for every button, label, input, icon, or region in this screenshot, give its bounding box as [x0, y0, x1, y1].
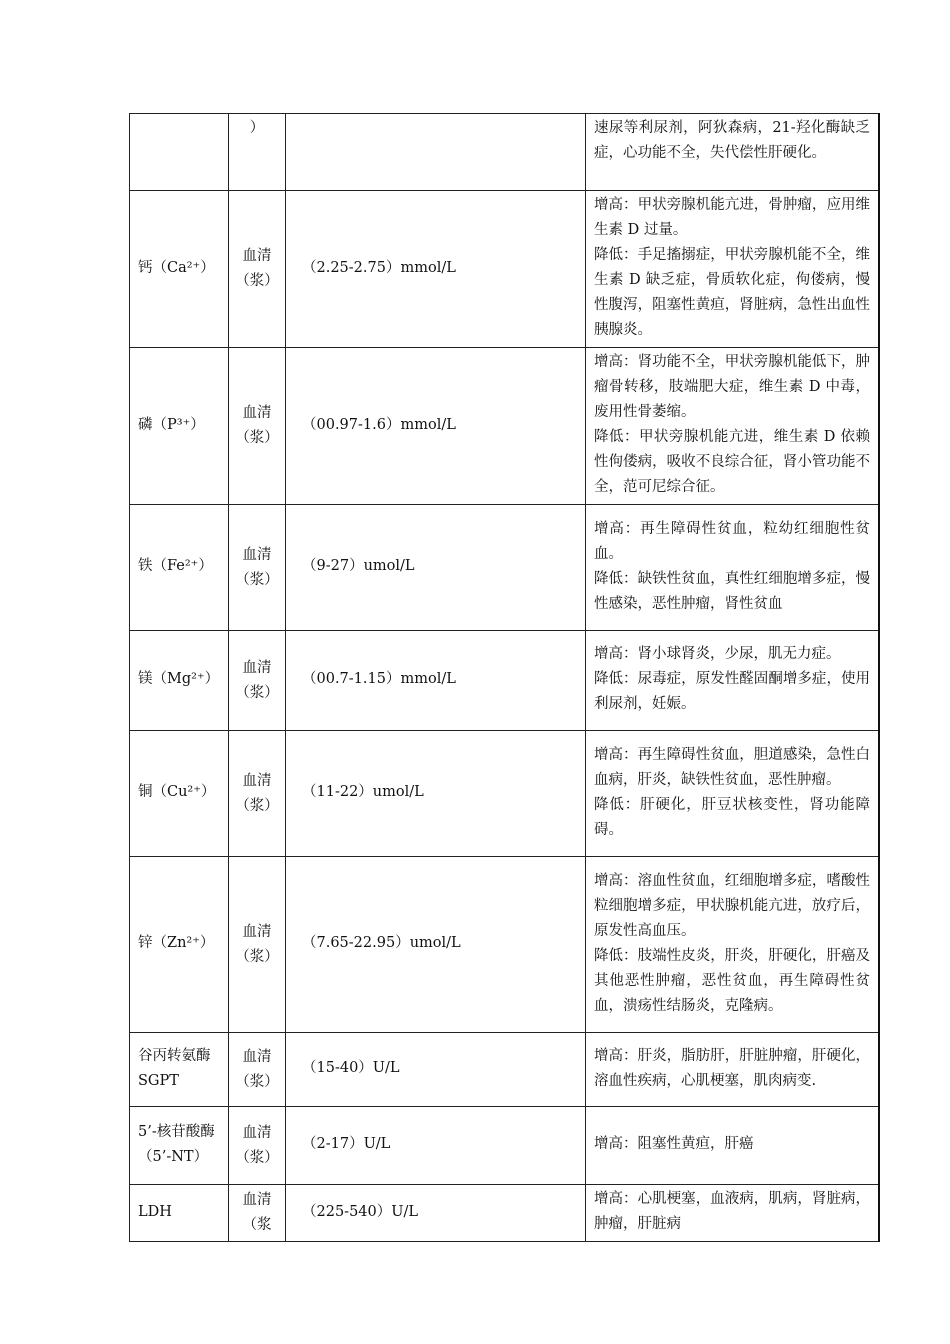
item-name-cell: 谷丙转氨酶 SGPT: [130, 1033, 229, 1107]
specimen-cell: 血清（浆）: [229, 731, 286, 857]
significance-increase-text: 增高：肾小球肾炎，少尿，肌无力症。: [594, 646, 841, 662]
significance-decrease-text: 降低：肝硬化，肝豆状核变性，肾功能障碍。: [594, 796, 870, 838]
significance-increase-text: 增高：溶血性贫血，红细胞增多症，嗜酸性粒细胞增多症，甲状腺机能亢进，放疗后，原发性高血压。: [594, 872, 870, 939]
item-name-cell: 钙（Ca²⁺）: [130, 191, 229, 348]
reference-range-cell: （11-22）umol/L: [286, 731, 586, 857]
table-row: [130, 114, 880, 191]
significance-increase-text: 增高：阻塞性黄疸，肝癌: [594, 1136, 754, 1152]
reference-range-cell: （9-27）umol/L: [286, 505, 586, 631]
specimen-cell: 血清（浆）: [229, 348, 286, 505]
clinical-significance-cell: [586, 1033, 880, 1107]
clinical-significance-cell: [586, 731, 880, 857]
specimen-cell: 血清（浆）: [229, 1107, 286, 1185]
clinical-significance-cell: [586, 348, 880, 505]
table-row: [130, 1107, 880, 1185]
reference-range-cell: （2.25-2.75）mmol/L: [286, 191, 586, 348]
table-row: [130, 191, 880, 348]
reference-range-cell: （2-17）U/L: [286, 1107, 586, 1185]
significance-increase-text: 增高：再生障碍性贫血，胆道感染，急性白血病，肝炎，缺铁性贫血，恶性肿瘤。: [594, 746, 870, 788]
reference-range-cell: （225-540）U/L: [286, 1185, 586, 1242]
specimen-cell: 血清（浆）: [229, 631, 286, 731]
significance-decrease-text: 降低：甲状旁腺机能亢进，维生素 D 依赖性佝偻病，吸收不良综合征，肾小管功能不全，范可尼综合征。: [594, 429, 870, 495]
significance-decrease-text: 降低：尿毒症，原发性醛固酮增多症，使用利尿剂，妊娠。: [594, 671, 870, 712]
table-row: [130, 348, 880, 505]
significance-increase-text: 增高：再生障碍性贫血，粒幼红细胞性贫血。: [594, 520, 870, 562]
clinical-significance-cell: [586, 114, 880, 191]
significance-text: 速尿等利尿剂，阿狄森病，21-羟化酶缺乏症，心功能不全，失代偿性肝硬化。: [594, 120, 870, 161]
significance-decrease-text: 降低：手足搐搦症，甲状旁腺机能不全，维生素 D 缺乏症，骨质软化症，佝偻病，慢性腹泻，阻塞性黄疸，肾脏病，急性出血性胰腺炎。: [594, 247, 870, 338]
clinical-significance-cell: [586, 191, 880, 348]
reference-range-cell: [286, 114, 586, 191]
item-name-cell: 锌（Zn²⁺）: [130, 857, 229, 1033]
table-row: [130, 731, 880, 857]
clinical-significance-cell: [586, 1107, 880, 1185]
table-row: [130, 857, 880, 1033]
specimen-cell: 血清（浆）: [229, 857, 286, 1033]
clinical-significance-cell: [586, 1185, 880, 1242]
significance-increase-text: 增高：甲状旁腺机能亢进，骨肿瘤，应用维生素 D 过量。: [594, 197, 870, 238]
significance-decrease-text: 降低：肢端性皮炎，肝炎，肝硬化，肝癌及其他恶性肿瘤，恶性贫血，再生障碍性贫血，溃疡性结肠炎，克隆病。: [594, 947, 870, 1014]
item-name-cell: 磷（P³⁺）: [130, 348, 229, 505]
table-row: [130, 1185, 880, 1242]
item-name-cell: LDH: [130, 1185, 229, 1242]
lab-reference-table: [129, 113, 880, 1242]
item-name-cell: 5’-核苷酸酶（5’-NT）: [130, 1107, 229, 1185]
specimen-cell: ）: [229, 114, 286, 191]
item-name-cell: 铜（Cu²⁺）: [130, 731, 229, 857]
item-name-cell: 铁（Fe²⁺）: [130, 505, 229, 631]
clinical-significance-cell: [586, 505, 880, 631]
item-name-cell: [130, 114, 229, 191]
table-row: [130, 1033, 880, 1107]
specimen-cell: 血清（浆: [229, 1185, 286, 1242]
significance-increase-text: 增高：肾功能不全，甲状旁腺机能低下，肿瘤骨转移，肢端肥大症，维生素 D 中毒，废用性骨萎缩。: [594, 354, 870, 420]
significance-increase-text: 增高：肝炎，脂肪肝，肝脏肿瘤，肝硬化，溶血性疾病，心肌梗塞，肌肉病变.: [594, 1047, 870, 1089]
significance-decrease-text: 降低：缺铁性贫血，真性红细胞增多症，慢性感染，恶性肿瘤，肾性贫血: [594, 570, 870, 612]
clinical-significance-cell: [586, 631, 880, 731]
specimen-cell: 血清（浆）: [229, 505, 286, 631]
reference-range-cell: （7.65-22.95）umol/L: [286, 857, 586, 1033]
reference-range-cell: （15-40）U/L: [286, 1033, 586, 1107]
table-row: [130, 505, 880, 631]
reference-range-cell: （00.7-1.15）mmol/L: [286, 631, 586, 731]
specimen-cell: 血清（浆）: [229, 191, 286, 348]
specimen-cell: 血清（浆）: [229, 1033, 286, 1107]
clinical-significance-cell: [586, 857, 880, 1033]
item-name-cell: 镁（Mg²⁺）: [130, 631, 229, 731]
table-row: [130, 631, 880, 731]
significance-increase-text: 增高：心肌梗塞，血液病，肌病，肾脏病，肿瘤，肝脏病: [594, 1191, 870, 1232]
reference-range-cell: （00.97-1.6）mmol/L: [286, 348, 586, 505]
